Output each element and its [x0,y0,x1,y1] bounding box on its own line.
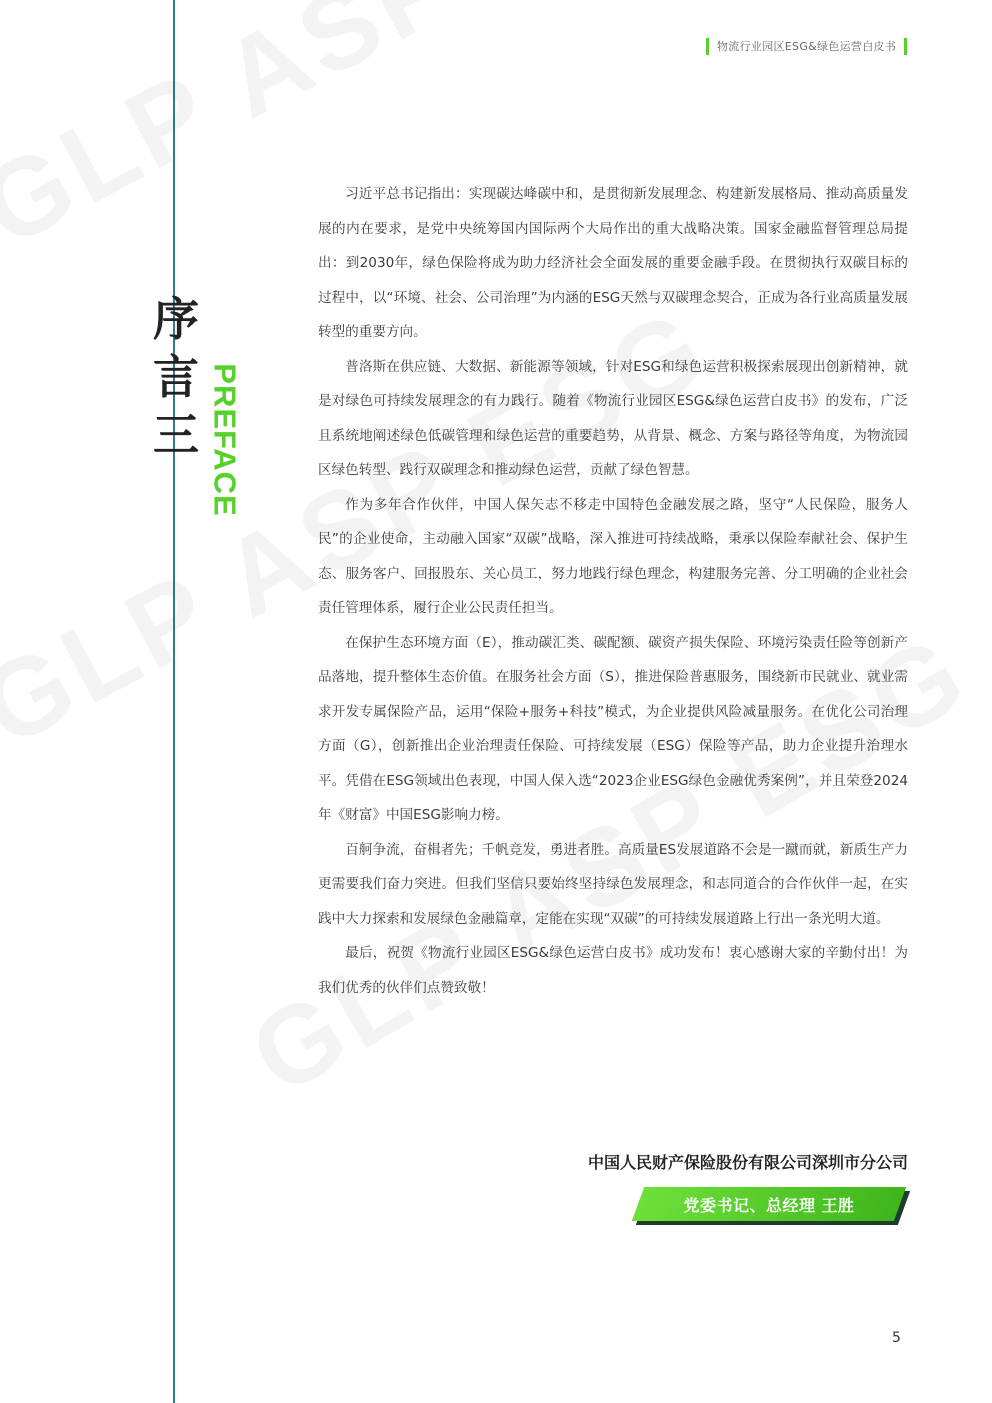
header-bar-right [904,38,907,55]
section-title-cn [147,290,205,464]
paragraph: 普洛斯在供应链、大数据、新能源等领域，针对ESG和绿色运营积极探索展现出创新精神，就是对绿色可持续发展理念的有力践行。随着《物流行业园区ESG&绿色运营白皮书》的发布，广泛且系统地阐述绿色低碳管理和绿色运营的重要趋势，从背景、概念、方案与路径等角度，为物流园区绿色转型、践行双碳理念和推动绿色运营，贡献了绿色智慧。 [318,358,908,478]
section-title-en [208,365,242,515]
page-number: 5 [892,1330,901,1346]
paragraph: 百舸争流，奋楫者先；千帆竞发，勇进者胜。高质量ES发展道路不会是一蹴而就，新质生产力更需要我们奋力突进。但我们坚信只要始终坚持绿色发展理念，和志同道合的合作伙伴一起，在实践中大力探索和发展绿色金融篇章，定能在实现“双碳”的可持续发展道路上行出一条光明大道。 [318,841,908,927]
title-char: 言 [153,350,199,404]
signature-organization: 中国人民财产保险股份有限公司深圳市分公司 [587,1153,908,1172]
header-doc-title: 物流行业园区ESG&绿色运营白皮书 [717,40,897,53]
signature-badge [638,1187,908,1223]
paragraph: 在保护生态环境方面（E），推动碳汇类、碳配额、碳资产损失保险、环境污染责任险等创新产品落地，提升整体生态价值。在服务社会方面（S），推进保险普惠服务，围绕新市民就业、就业需求开发专属保险产品，运用“保险+服务+科技”模式，为企业提供风险减量服务。在优化公司治理方面（G），创新推出企业治理责任保险、可持续发展（ESG）保险等产品，助力企业提升治理水平。凭借在ESG领域出色表现，中国人保入选“2023企业ESG绿色金融优秀案例”，并且荣登2024年《财富》中国ESG影响力榜。 [318,634,908,823]
vertical-rule [173,0,175,1403]
paragraph: 最后，祝贺《物流行业园区ESG&绿色运营白皮书》成功发布！衷心感谢大家的辛勤付出！为我们优秀的伙伴们点赞致敬！ [318,945,908,996]
title-char: 三 [153,408,199,462]
title-en-text: PREFACE [208,363,244,517]
paragraph: 习近平总书记指出：实现碳达峰碳中和，是贯彻新发展理念、构建新发展格局、推动高质量发展的内在要求，是党中央统筹国内国际两个大局作出的重大战略决策。国家金融监督管理总局提出：到2030年，绿色保险将成为助力经济社会全面发展的重要金融手段。在贯彻执行双碳目标的过程中，以“环境、社会、公司治理”为内涵的ESG天然与双碳理念契合，正成为各行业高质量发展转型的重要方向。 [318,186,908,340]
title-char: 序 [153,292,199,346]
signature-person: 党委书记、总经理 王胜 [683,1195,855,1215]
paragraph: 作为多年合作伙伴，中国人保矢志不移走中国特色金融发展之路，坚守“人民保险，服务人民”的企业使命，主动融入国家“双碳”战略，深入推进可持续战略，秉承以保险奉献社会、保护生态、服务客户、回报股东、关心员工，努力地践行绿色理念，构建服务完善、分工明确的企业社会责任管理体系，履行企业公民责任担当。 [318,496,908,616]
running-header [706,36,907,56]
preface-body [318,177,908,1005]
